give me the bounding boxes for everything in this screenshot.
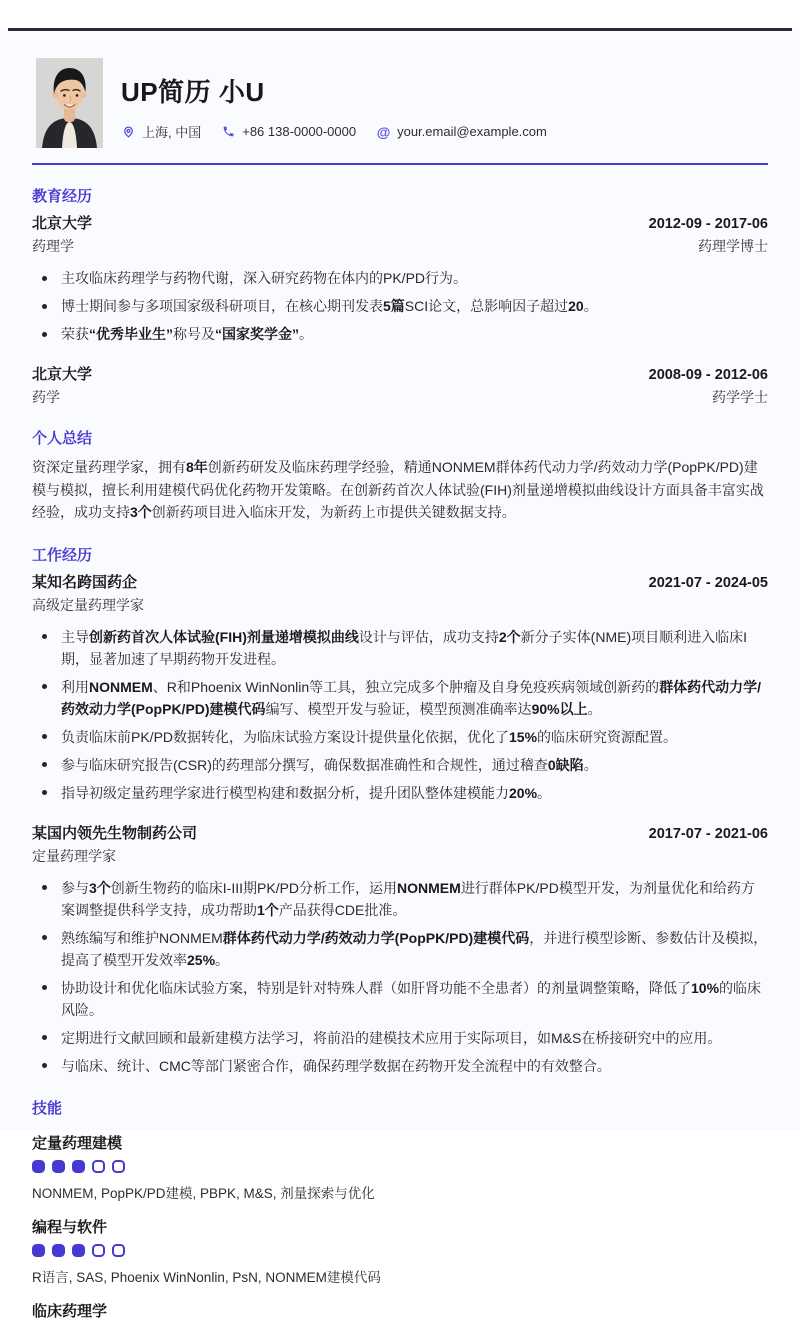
section-title-education: 教育经历 [32, 188, 93, 205]
entry-subrow [32, 236, 768, 256]
section-title-summary: 个人总结 [32, 430, 93, 447]
page-top-rule [8, 28, 792, 31]
contact-email-text: your.email@example.com [397, 124, 547, 139]
entry-header-row [32, 363, 768, 384]
contact-location [121, 122, 201, 141]
phone-icon [221, 124, 236, 139]
skill-dot-filled [52, 1244, 65, 1257]
entry-header-row [32, 822, 768, 843]
entry-role: 定量药理学家 [32, 847, 116, 864]
section-title-work: 工作经历 [32, 546, 93, 564]
entry-work-2 [32, 822, 768, 1077]
bullet-item: 熟练编写和维护NONMEM群体药代动力学/药效动力学(PopPK/PD)建模代码，并进行模型诊断、参数估计及模拟，提高了模型开发效率25%。 [32, 927, 768, 971]
section-summary [32, 427, 768, 524]
entry-work-1 [32, 571, 768, 804]
skill-dot-empty [112, 1160, 125, 1173]
entry-role: 药理学 [32, 238, 74, 254]
resume-page [0, 28, 800, 1320]
entry-header-row [32, 571, 768, 592]
skill-dot-filled [72, 1160, 85, 1173]
bullet-item: 定期进行文献回顾和最新建模方法学习，将前沿的建模技术应用于实际项目，如M&S在桥接研究中的应用。 [32, 1027, 768, 1049]
profile-photo-illustration [36, 58, 103, 148]
section-skills [32, 1097, 768, 1321]
summary-paragraph: 资深定量药理学家，拥有8年创新药研发及临床药理学经验，精通NONMEM群体药代动力学/药效动力学(PopPK/PD)建模与模拟，擅长利用建模代码优化药物开发策略。在创新药首次人体试验(FIH)剂量递增模拟曲线设计方面具备丰富实战经验，成功支持3个创新药项目进入临床开发，为新药上市提供关键数据支持。 [32, 459, 764, 520]
skill-detail: NONMEM, PopPK/PD建模, PBPK, M&S, 剂量探索与优化 [32, 1185, 375, 1201]
skill-name: 临床药理学 [32, 1302, 108, 1320]
location-pin-icon [121, 124, 136, 139]
at-icon: @ [376, 123, 391, 140]
skill-dot-empty [92, 1160, 105, 1173]
bullet-item: 协助设计和优化临床试验方案，特别是针对特殊人群（如肝肾功能不全患者）的剂量调整策略，降低了10%的临床风险。 [32, 977, 768, 1021]
contact-row [121, 122, 567, 141]
contact-phone [221, 124, 356, 139]
entry-organization: 某知名跨国药企 [32, 573, 138, 591]
entry-subrow [32, 595, 768, 615]
entry-header-row [32, 212, 768, 233]
entry-role: 药学 [32, 389, 60, 405]
entry-subrow [32, 387, 768, 407]
contact-phone-text: +86 138-0000-0000 [242, 124, 357, 139]
skill-2 [32, 1216, 768, 1286]
skill-dot-filled [52, 1160, 65, 1173]
bullet-item: 参与临床研究报告(CSR)的药理部分撰写，确保数据准确性和合规性，通过稽查0缺陷。 [32, 754, 768, 776]
bullet-item: 荣获“优秀毕业生”称号及“国家奖学金”。 [32, 323, 768, 345]
bullet-item: 负责临床前PK/PD数据转化，为临床试验方案设计提供量化依据，优化了15%的临床研究资源配置。 [32, 726, 768, 748]
entry-organization: 北京大学 [32, 215, 93, 232]
skill-dot-filled [72, 1244, 85, 1257]
section-education [32, 185, 768, 407]
bullet-item: 参与3个创新生物药的临床I-III期PK/PD分析工作，运用NONMEM进行群体PK/PD模型开发，为剂量优化和给药方案调整提供科学支持，成功帮助1个产品获得CDE批准。 [32, 877, 768, 921]
entry-bullet-list [32, 626, 768, 804]
skill-dot-empty [112, 1244, 125, 1257]
candidate-name: UP简历 小U [121, 77, 265, 107]
entry-role: 高级定量药理学家 [32, 596, 144, 613]
skill-detail: R语言, SAS, Phoenix WinNonlin, PsN, NONMEM建模代码 [32, 1269, 381, 1285]
bullet-item: 主攻临床药理学与药物代谢，深入研究药物在体内的PK/PD行为。 [32, 267, 768, 289]
entry-period: 2021-07 - 2024-05 [648, 574, 768, 591]
entry-education-1 [32, 212, 768, 345]
entry-education-2 [32, 363, 768, 407]
skill-3 [32, 1300, 768, 1321]
section-title-skills: 技能 [32, 1099, 63, 1117]
entry-organization: 北京大学 [32, 366, 93, 383]
profile-photo [36, 58, 103, 148]
entry-bullet-list [32, 877, 768, 1077]
entry-period: 2017-07 - 2021-06 [648, 825, 768, 842]
contact-location-text: 上海, 中国 [142, 125, 202, 140]
entry-bullet-list [32, 267, 768, 345]
skill-dot-filled [32, 1160, 45, 1173]
entry-subrow [32, 846, 768, 866]
skill-level-dots [32, 1244, 768, 1257]
entry-period: 2008-09 - 2012-06 [648, 367, 768, 383]
bullet-item: 利用NONMEM、R和Phoenix WinNonlin等工具，独立完成多个肿瘤及自身免疫疾病领域创新药的群体药代动力学/药效动力学(PopPK/PD)建模代码编写、模型开发与验证，模型预测准确率达90%以上。 [32, 676, 768, 720]
skill-name: 定量药理建模 [32, 1134, 123, 1152]
skill-name: 编程与软件 [32, 1218, 108, 1236]
bullet-item: 博士期间参与多项国家级科研项目，在核心期刊发表5篇SCI论文，总影响因子超过20。 [32, 295, 768, 317]
header-text-block [121, 58, 567, 141]
resume-body [0, 185, 800, 1321]
skill-1 [32, 1132, 768, 1202]
bullet-item: 与临床、统计、CMC等部门紧密合作，确保药理学数据在药物开发全流程中的有效整合。 [32, 1055, 768, 1077]
entry-degree: 药理学博士 [698, 238, 768, 254]
section-work [32, 544, 768, 1077]
entry-degree: 药学学士 [712, 389, 768, 405]
bullet-item: 主导创新药首次人体试验(FIH)剂量递增模拟曲线设计与评估，成功支持2个新分子实体(NME)项目顺利进入临床I期，显著加速了早期药物开发进程。 [32, 626, 768, 670]
entry-organization: 某国内领先生物制药公司 [32, 824, 198, 842]
header-divider [32, 163, 768, 165]
skill-level-dots [32, 1160, 768, 1173]
bullet-item: 指导初级定量药理学家进行模型构建和数据分析，提升团队整体建模能力20%。 [32, 782, 768, 804]
skill-dot-filled [32, 1244, 45, 1257]
entry-period: 2012-09 - 2017-06 [648, 216, 768, 232]
contact-email [376, 124, 547, 139]
skill-dot-empty [92, 1244, 105, 1257]
resume-header [0, 28, 800, 148]
